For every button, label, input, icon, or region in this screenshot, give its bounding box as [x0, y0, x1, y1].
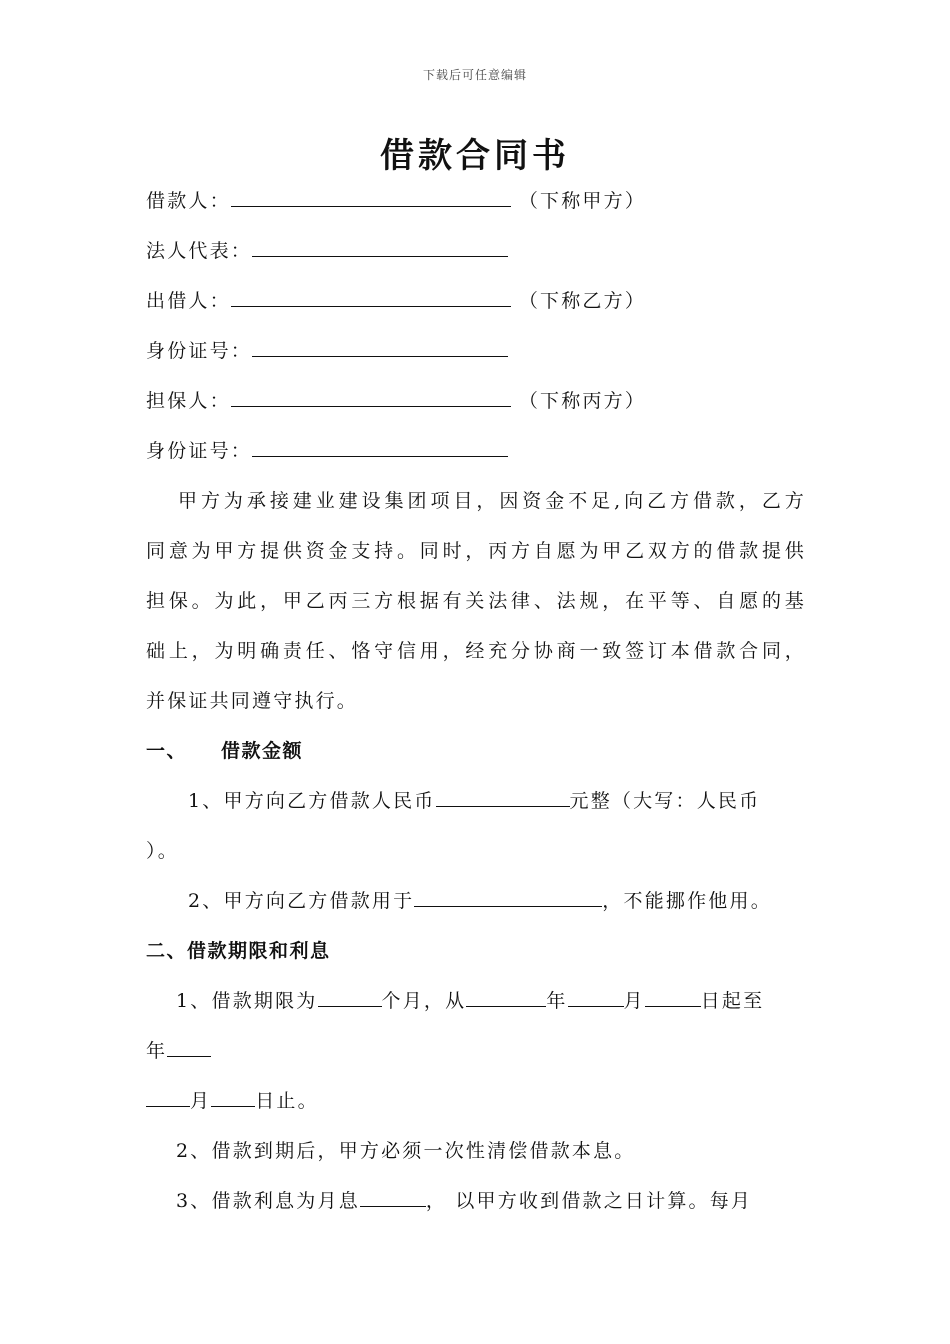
party-suffix: （下称甲方） [518, 190, 647, 212]
section-number: 一、 [146, 740, 188, 762]
blank-field[interactable] [466, 988, 546, 1007]
blank-field[interactable] [252, 438, 508, 457]
blank-field[interactable] [318, 988, 382, 1007]
clause-text: 年 [546, 990, 568, 1012]
intro-line: 甲方为承接建业建设集团项目，因资金不足,向乙方借款，乙方 [178, 490, 806, 512]
clause-text: 1、借款期限为 [176, 990, 318, 1012]
blank-field[interactable] [568, 988, 624, 1007]
clause-text: 2、甲方向乙方借款用于 [188, 890, 415, 912]
clause-text: 月 [190, 1090, 212, 1112]
clause-text: 日止。 [255, 1090, 319, 1112]
party-lender-line [146, 288, 646, 314]
blank-field[interactable] [231, 188, 511, 207]
clause-line [188, 788, 760, 814]
section-heading: 二、借款期限和利息 [146, 940, 331, 962]
party-label: 身份证号： [146, 340, 253, 362]
party-guarantor-id-line [146, 438, 508, 464]
clause-line: 2、借款到期后，甲方必须一次性清偿借款本息。 [176, 1140, 636, 1162]
blank-field[interactable] [252, 238, 508, 257]
blank-field[interactable] [211, 1088, 255, 1107]
blank-field[interactable] [231, 288, 511, 307]
blank-field[interactable] [231, 388, 511, 407]
party-legal-rep-line [146, 238, 508, 264]
clause-line [188, 888, 772, 914]
blank-field[interactable] [360, 1188, 426, 1207]
party-borrower-line [146, 188, 646, 214]
clause-text: 元整（大写：人民币 [569, 790, 761, 812]
clause-line [146, 1038, 211, 1064]
clause-text: 1、甲方向乙方借款人民币 [188, 790, 436, 812]
blank-field[interactable] [645, 988, 701, 1007]
document-title: 借款合同书 [380, 136, 570, 176]
clause-text: 个月，从 [381, 990, 467, 1012]
clause-line [146, 838, 179, 864]
clause-text: ， 以甲方收到借款之日计算。每月 [425, 1190, 753, 1212]
section-title: 借款金额 [221, 740, 304, 762]
clause-line [176, 988, 764, 1014]
party-suffix: （下称乙方） [518, 290, 647, 312]
clause-text: ，不能挪作他用。 [602, 890, 772, 912]
blank-field[interactable] [436, 788, 570, 807]
blank-field[interactable] [146, 1088, 190, 1107]
page-header-note: 下载后可任意编辑 [422, 68, 527, 82]
party-label: 身份证号： [146, 440, 253, 462]
intro-line: 担保。为此，甲乙丙三方根据有关法律、法规，在平等、自愿的基 [146, 590, 806, 612]
party-label: 出借人： [146, 290, 231, 312]
blank-field[interactable] [252, 338, 508, 357]
party-label: 担保人： [146, 390, 231, 412]
intro-line: 同意为甲方提供资金支持。同时，丙方自愿为甲乙双方的借款提供 [146, 540, 806, 562]
party-suffix: （下称丙方） [518, 390, 647, 412]
party-label: 借款人： [146, 190, 231, 212]
section-heading [146, 738, 303, 764]
clause-text: ）。 [146, 840, 179, 862]
clause-text: 月 [623, 990, 645, 1012]
clause-line [146, 1088, 319, 1114]
blank-field[interactable] [414, 888, 602, 907]
party-lender-id-line [146, 338, 508, 364]
clause-text: 3、借款利息为月息 [176, 1190, 360, 1212]
intro-line: 础上，为明确责任、恪守信用，经充分协商一致签订本借款合同， [146, 640, 806, 662]
blank-field[interactable] [167, 1038, 211, 1057]
party-label: 法人代表： [146, 240, 253, 262]
clause-text: 年 [146, 1040, 168, 1062]
clause-text: 日起至 [700, 990, 765, 1012]
intro-line: 并保证共同遵守执行。 [146, 690, 359, 712]
clause-line [176, 1188, 752, 1214]
party-guarantor-line [146, 388, 646, 414]
